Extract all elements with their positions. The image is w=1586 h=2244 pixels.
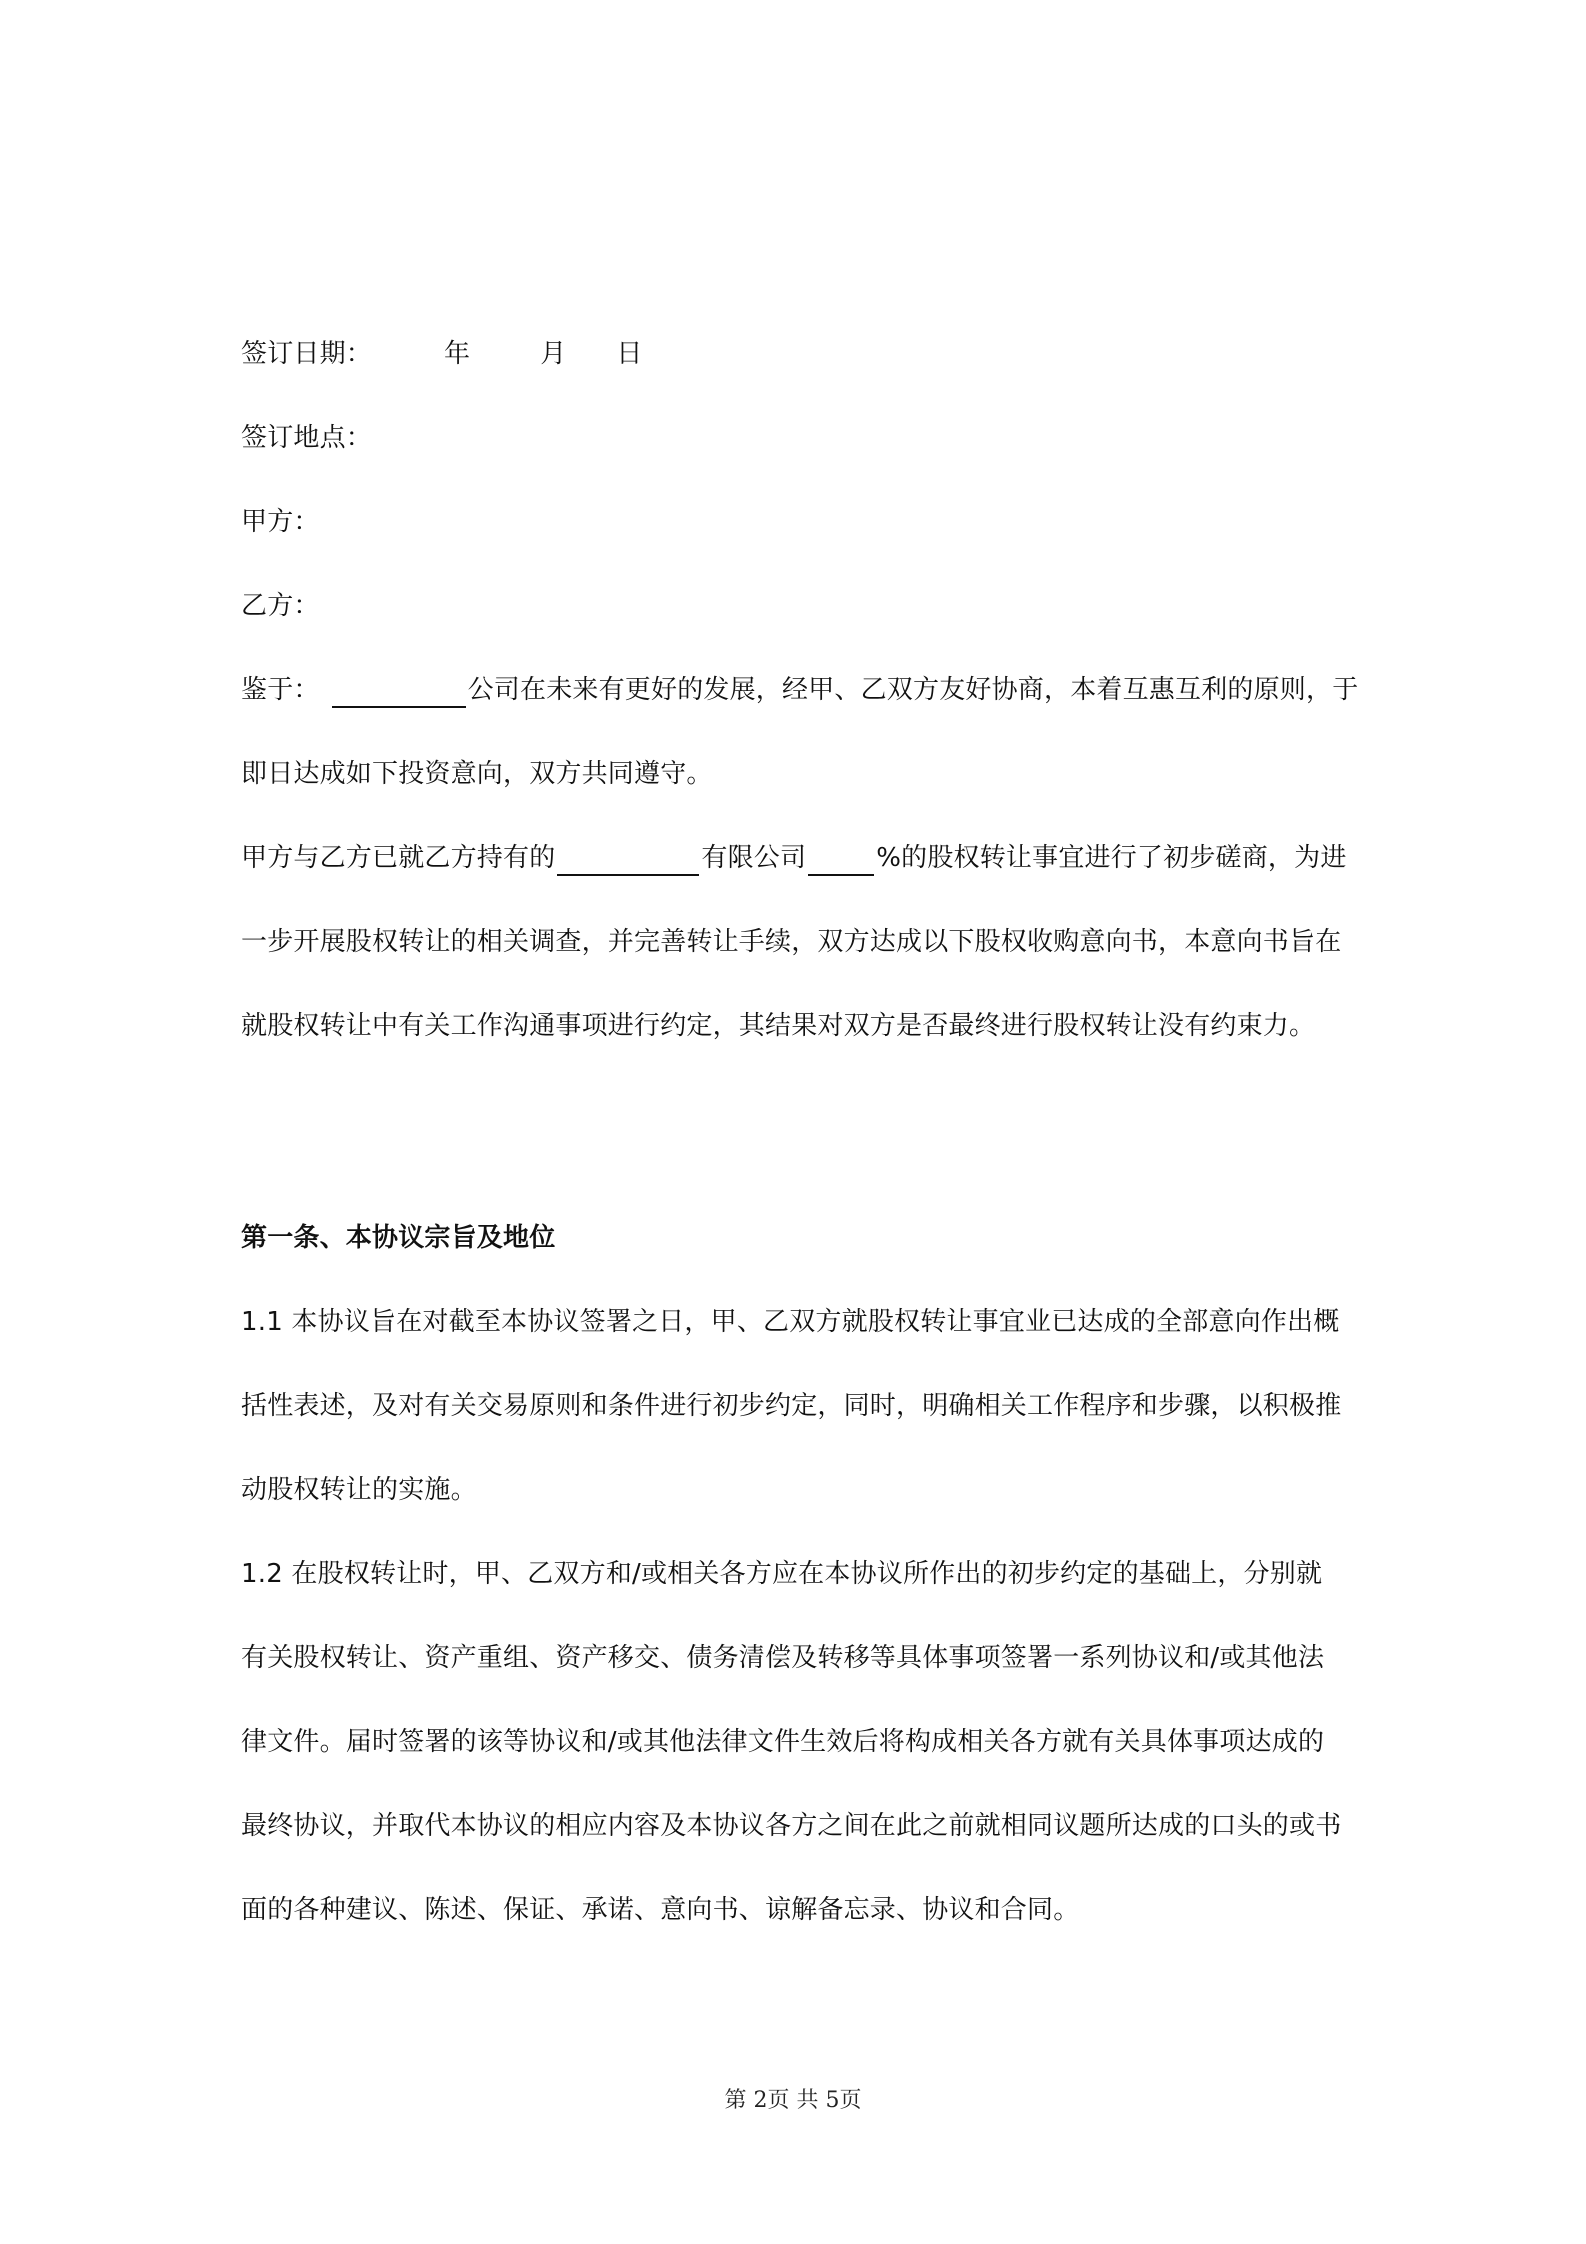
month-label: 月	[540, 339, 567, 369]
intro-prefix: 甲方与乙方已就乙方持有的	[241, 843, 556, 873]
article-1-1-line-3	[241, 1472, 477, 1508]
clause-1-1-text-2: 括性表述，及对有关交易原则和条件进行初步约定，同时，明确相关工作程序和步骤，以积极推	[241, 1391, 1342, 1421]
party-a-label: 甲方：	[241, 507, 320, 537]
target-company-blank	[557, 844, 699, 876]
recital-text: 公司在未来有更好的发展，经甲、乙双方友好协商，本着互惠互利的原则，于	[467, 675, 1359, 705]
recital-prefix: 鉴于：	[241, 675, 320, 705]
clause-1-2-text-4: 最终协议，并取代本协议的相应内容及本协议各方之间在此之前就相同议题所达成的口头的或书	[241, 1811, 1342, 1841]
article-1-2-line-2	[241, 1640, 1324, 1676]
article-1-2-line-5	[241, 1892, 1079, 1928]
clause-1-2-text-3: 律文件。届时签署的该等协议和/或其他法律文件生效后将构成相关各方就有关具体事项达成的	[241, 1727, 1325, 1757]
article-1-1-line-1	[241, 1304, 1339, 1340]
party-a-line	[241, 504, 320, 540]
intro-suffix: %的股权转让事宜进行了初步磋商，为进	[876, 843, 1347, 873]
percentage-blank	[808, 844, 874, 876]
recital-line-1	[241, 672, 1358, 708]
signing-place-line	[241, 420, 372, 456]
signing-place-label: 签订地点：	[241, 423, 373, 453]
clause-1-2-text-2: 有关股权转让、资产重组、资产移交、债务清偿及转移等具体事项签署一系列协议和/或其他法	[241, 1643, 1325, 1673]
party-b-label: 乙方：	[241, 591, 320, 621]
article-1-2-line-1	[241, 1556, 1322, 1592]
clause-1-2-text-1: 1.2 在股权转让时，甲、乙双方和/或相关各方应在本协议所作出的初步约定的基础上，分别就	[241, 1559, 1323, 1589]
intro-text-3: 就股权转让中有关工作沟通事项进行约定，其结果对双方是否最终进行股权转让没有约束力。	[241, 1011, 1316, 1041]
intro-mid: 有限公司	[701, 843, 807, 873]
article-1-title	[241, 1220, 555, 1256]
clause-1-2-text-5: 面的各种建议、陈述、保证、承诺、意向书、谅解备忘录、协议和合同。	[241, 1895, 1080, 1925]
clause-1-1-text-3: 动股权转让的实施。	[241, 1475, 477, 1505]
party-b-line	[241, 588, 320, 624]
signing-date-label: 签订日期：	[241, 339, 373, 369]
intro-line-3	[241, 1008, 1315, 1044]
intro-line-1	[241, 840, 1347, 876]
company-name-blank	[332, 676, 466, 708]
intro-text-2: 一步开展股权转让的相关调查，并完善转让手续，双方达成以下股权收购意向书，本意向书旨在	[241, 927, 1342, 957]
article-1-title-text: 第一条、本协议宗旨及地位	[241, 1223, 556, 1253]
day-label: 日	[616, 339, 643, 369]
article-1-1-line-2	[241, 1388, 1341, 1424]
clause-1-1-text-1: 1.1 本协议旨在对截至本协议签署之日，甲、乙双方就股权转让事宜业已达成的全部意向作出概	[241, 1307, 1340, 1337]
article-1-2-line-4	[241, 1808, 1341, 1844]
signing-date-line	[241, 336, 643, 372]
recital-line-2	[241, 756, 713, 792]
article-1-2-line-3	[241, 1724, 1324, 1760]
year-label: 年	[444, 339, 471, 369]
page-number: 第 2页 共 5页	[724, 2088, 862, 2113]
page-footer	[0, 2083, 1586, 2114]
recital-text-2: 即日达成如下投资意向，双方共同遵守。	[241, 759, 713, 789]
intro-line-2	[241, 924, 1341, 960]
